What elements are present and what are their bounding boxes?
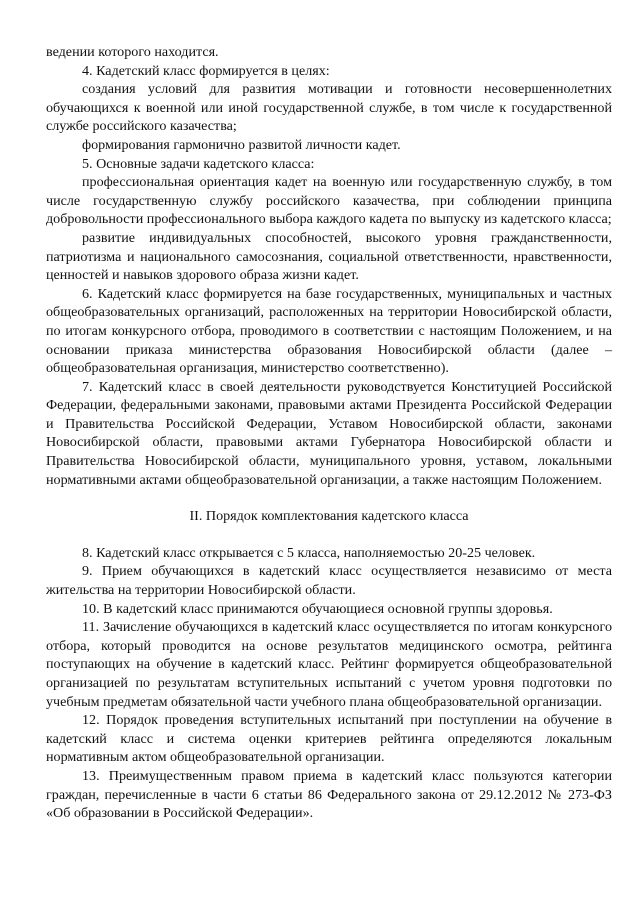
section-heading: II. Порядок комплектования кадетского класса xyxy=(189,508,469,525)
paragraph: ведении которого находится. xyxy=(46,44,219,60)
paragraph: формирования гармонично развитой личности кадет. xyxy=(82,136,401,153)
paragraph: 13. Преимущественным правом приема в кадетский класс пользуются категории граждан, перечисленные в части 6 статьи 86 Федерального закона от 29.12.2012 № 273-ФЗ «Об образовании в Российской Федерации». xyxy=(46,767,612,822)
paragraph: 9. Прием обучающихся в кадетский класс осуществляется независимо от места жительства на территории Новосибирской области. xyxy=(46,563,612,599)
paragraph: 4. Кадетский класс формируется в целях: xyxy=(82,62,330,79)
document-page xyxy=(46,43,612,823)
paragraph: 7. Кадетский класс в своей деятельности руководствуется Конституцией Российской Федерации, федеральными законами, правовыми актами Президента Российской Федерации и Правительства Российской Федерации, Уставом Новосибирской области, законами Новосибирской области, правовыми актами Губернатора Новосибирской области и Правительства Новосибирской области, муниципального уровня, уставом, локальными нормативными актами общеобразовательной организации, а также настоящим Положением. xyxy=(46,378,612,488)
paragraph: 6. Кадетский класс формируется на базе государственных, муниципальных и частных общеобразовательных организаций, расположенных на территории Новосибирской области, по итогам конкурсного отбора, проводимого в соответствии с настоящим Положением, и на основании приказа министерства образования Новосибирской области (далее – общеобразовательная организация, министерство соответственно). xyxy=(46,285,612,377)
paragraph: 11. Зачисление обучающихся в кадетский класс осуществляется по итогам конкурсного отбора, который проводится на основе результатов медицинского осмотра, рейтинга поступающих на обучение в кадетский класс. Рейтинг формируется общеобразовательной организацией по результатам вступительных испытаний с учетом уровня подготовки по учебным предметам обязательной части учебного плана общеобразовательной организации. xyxy=(46,619,612,710)
paragraph: развитие индивидуальных способностей, высокого уровня гражданственности, патриотизма и национального самосознания, социальной ответственности, нравственности, ценностей и навыков здорового образа жизни кадет. xyxy=(46,229,612,284)
paragraph: 12. Порядок проведения вступительных испытаний при поступлении на обучение в кадетский класс и система оценки критериев рейтинга определяются локальным нормативным актом общеобразовательной организации. xyxy=(46,712,612,766)
paragraph: профессиональная ориентация кадет на военную или государственную службу, в том числе государственную службу российского казачества, при соблюдении принципа добровольности профессионального выбора каждого кадета по выпуску из кадетского класса; xyxy=(46,174,612,228)
paragraph: создания условий для развития мотивации и готовности несовершеннолетних обучающихся к военной или иной государственной службе, в том числе к государственной службе российского казачества; xyxy=(46,81,612,135)
paragraph: 5. Основные задачи кадетского класса: xyxy=(82,155,315,172)
paragraph: 10. В кадетский класс принимаются обучающиеся основной группы здоровья. xyxy=(82,600,553,617)
document-body-top xyxy=(46,43,612,489)
document-body-bottom xyxy=(46,544,612,823)
paragraph: 8. Кадетский класс открывается с 5 класса, наполняемостью 20-25 человек. xyxy=(82,544,536,561)
